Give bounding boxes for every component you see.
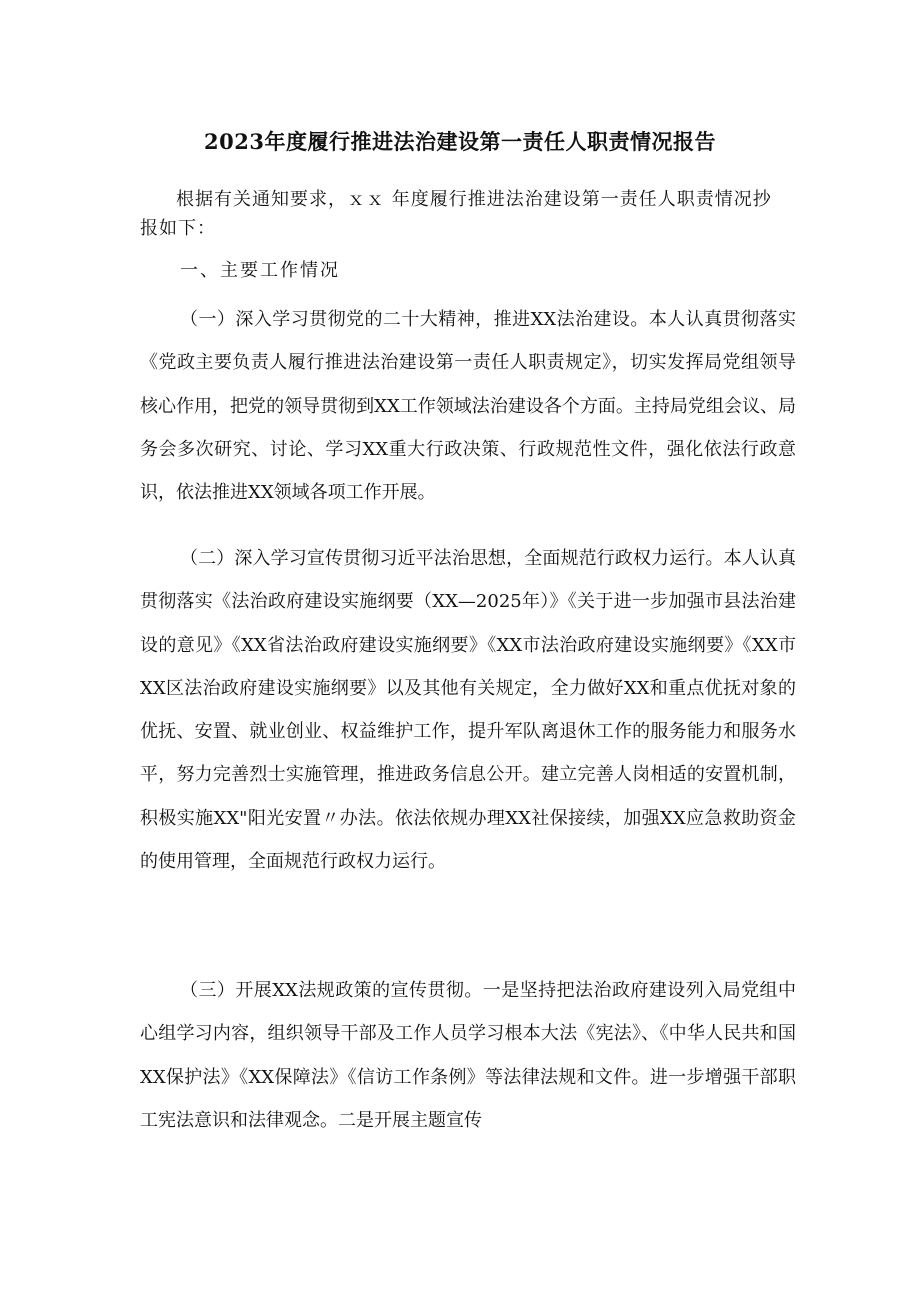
intro-paragraph: 根据有关通知要求，ｘｘ 年度履行推进法治建设第一责任人职责情况抄报如下： bbox=[140, 189, 772, 239]
body-paragraph-2: （二）深入学习宣传贯彻习近平法治思想，全面规范行政权力运行。本人认真贯彻落实《法治政府建设实施纲要（XX—2025年）》《关于进一步加强市县法治建设的意见》《XX省法治政府建设实施纲要》《XX市法治政府建设实施纲要》《XX市XX区法治政府建设实施纲要》以及其他有关规定，全力做好XX和重点优抚对象的优抚、安置、就业创业、权益维护工作，提升军队离退休工作的服务能力和服务水平，努力完善烈士实施管理，推进政务信息公开。建立完善人岗相适的安置机制，积极实施XX"阳光安置〃办法。依法依规办理XX社保接续，加强XX应急救助资金的使用管理，全面规范行政权力运行。 bbox=[140, 548, 796, 873]
section-heading: 一、主要工作情况 bbox=[180, 260, 340, 281]
body-paragraph-1: （一）深入学习贯彻党的二十大精神，推进XX法治建设。本人认真贯彻落实《党政主要负责人履行推进法治建设第一责任人职责规定》，切实发挥局党组领导核心作用，把党的领导贯彻到XX工作领域法治建设各个方面。主持局党组会议、局务会多次研究、讨论、学习XX重大行政决策、行政规范性文件，强化依法行政意识，依法推进XX领域各项工作开展。 bbox=[140, 309, 796, 504]
body-paragraph-3: （三）开展XX法规政策的宣传贯彻。一是坚持把法治政府建设列入局党组中心组学习内容，组织领导干部及工作人员学习根本大法《宪法》、《中华人民共和国XX保护法》《XX保障法》《信访工作条例》等法律法规和文件。进一步增强干部职工宪法意识和法律观念。二是开展主题宣传 bbox=[140, 980, 796, 1131]
document-title: 2023年度履行推进法治建设第一责任人职责情况报告 bbox=[204, 129, 716, 154]
